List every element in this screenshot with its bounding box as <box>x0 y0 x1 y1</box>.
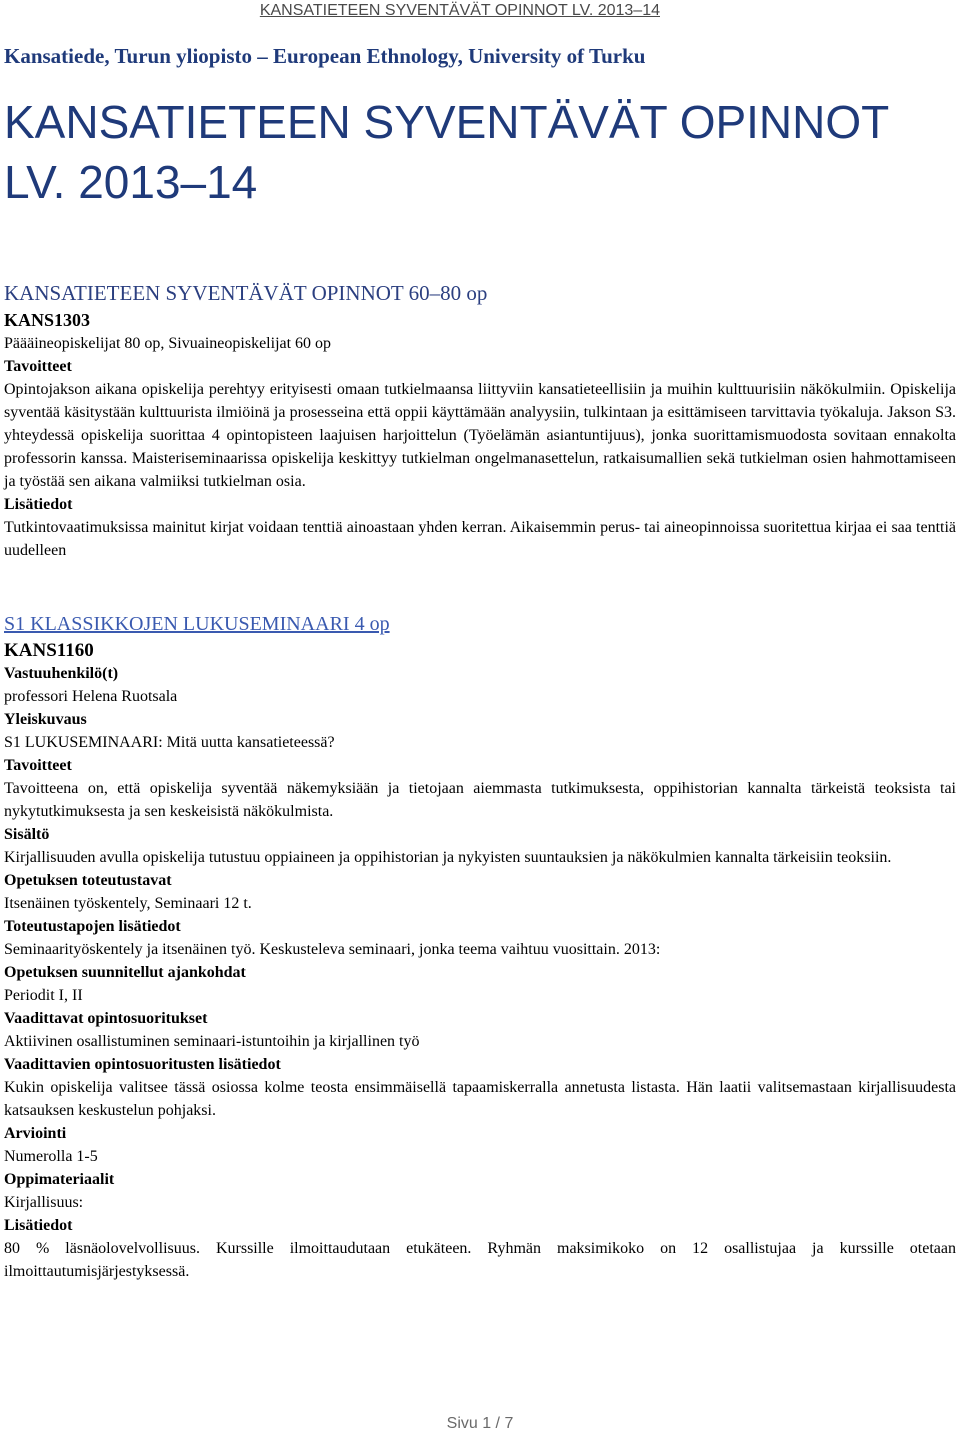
requirements-extra-paragraph: Kukin opiskelija valitsee tässä osiossa kolme teosta ensimmäisellä tapaamiskerralla annetusta listasta. Hän laatii valitsemastaan kirjallisuudesta katsauksen keskustelun pohjaksi. <box>4 1079 956 1119</box>
extra-info-paragraph: Tutkintovaatimuksissa mainitut kirjat voidaan tenttiä ainoastaan yhden kerran. Aikaisemmin perus- tai aineopinnoissa suoritettua kirjaa ei saa tenttiä uudelleen <box>4 519 956 559</box>
methods-extra-text: Seminaarityöskentely ja itsenäinen työ. Keskusteleva seminaari, jonka teema vaihtuu vuosittain. 2013: <box>4 941 661 958</box>
organization-line: Kansatiede, Turun yliopisto – European Ethnology, University of Turku <box>4 44 646 68</box>
methods-extra-heading: Toteutustapojen lisätiedot <box>4 918 181 935</box>
running-header: KANSATIETEEN SYVENTÄVÄT OPINNOT LV. 2013–14 <box>259 2 660 19</box>
content-heading: Sisältö <box>4 826 50 843</box>
content-paragraph: Kirjallisuuden avulla opiskelija tutustuu oppiaineen ja oppihistorian ja nykyisten suuntauksien ja näkökulmien kannalta tärkeisiin teoksiin. <box>4 849 892 866</box>
requirements-heading: Vaadittavat opintosuoritukset <box>4 1010 208 1027</box>
course-code: KANS1303 <box>4 310 91 330</box>
extra-info-heading: Lisätiedot <box>4 1217 73 1234</box>
overview-text: S1 LUKUSEMINAARI: Mitä uutta kansatieteessä? <box>4 734 335 751</box>
section-title-syventavat: KANSATIETEEN SYVENTÄVÄT OPINNOT 60–80 op <box>4 281 488 305</box>
timing-text: Periodit I, II <box>4 987 83 1004</box>
grading-text: Numerolla 1-5 <box>4 1148 98 1165</box>
extra-info-paragraph: 80 % läsnäolovelvollisuus. Kurssille ilmoittaudutaan etukäteen. Ryhmän maksimikoko on 12 osallistujaa ja kurssille otetaan ilmoittautumisjärjestyksessä. <box>4 1240 956 1280</box>
responsible-text: professori Helena Ruotsala <box>4 688 178 705</box>
goals-paragraph: Tavoitteena on, että opiskelija syventää näkemyksiään ja tietojaan aiemmasta tutkimuksesta, oppihistorian kannalta tärkeistä teoksista tai nykytutkimuksesta ja sen keskeisistä näkökulmista. <box>4 780 956 820</box>
course-code: KANS1160 <box>4 640 94 661</box>
document-body <box>4 280 956 1283</box>
requirements-extra-heading: Vaadittavien opintosuoritusten lisätiedot <box>4 1056 281 1073</box>
requirements-text: Aktiivinen osallistuminen seminaari-istuntoihin ja kirjallinen työ <box>4 1033 420 1050</box>
page-title: KANSATIETEEN SYVENTÄVÄT OPINNOT LV. 2013–14 <box>4 96 889 208</box>
overview-heading: Yleiskuvaus <box>4 711 87 728</box>
timing-heading: Opetuksen suunnitellut ajankohdat <box>4 964 246 981</box>
materials-heading: Oppimateriaalit <box>4 1171 115 1188</box>
goals-heading: Tavoitteet <box>4 757 72 774</box>
page-number: Sivu 1 / 7 <box>446 1415 514 1432</box>
section-spacer <box>4 562 956 611</box>
course-title-link[interactable]: S1 KLASSIKKOJEN LUKUSEMINAARI 4 op <box>4 613 390 635</box>
extra-info-heading: Lisätiedot <box>4 496 73 513</box>
materials-text: Kirjallisuus: <box>4 1194 84 1211</box>
methods-heading: Opetuksen toteutustavat <box>4 872 172 889</box>
credits-text: Päääineopiskelijat 80 op, Sivuaineopiskelijat 60 op <box>4 335 332 352</box>
grading-heading: Arviointi <box>4 1125 67 1142</box>
goals-paragraph: Opintojakson aikana opiskelija perehtyy erityisesti omaan tutkielmaansa liittyviin kansatieteellisiin ja muihin kulttuurisiin näkökulmiin. Opiskelija syventää käsitystään kulttuurista ilmiöinä ja prosesseina että oppii käyttämään analyysiin, tulkintaan ja esittämiseen tarvittavia työkaluja. Jakson S3. yhteydessä opiskelija suorittaa 4 opintopisteen laajuisen harjoittelun (Työelämän asiantuntijuus), jonka suorittamismuodosta sovitaan ennakolta professorin kanssa. Maisteriseminaarissa opiskelija keskittyy tutkielman ongelmanasettelun, ratkaisumallien sekä tutkielman osien hahmottamiseen ja työstää sen aikana valmiiksi tutkielman osia. <box>4 381 956 490</box>
goals-heading: Tavoitteet <box>4 358 72 375</box>
responsible-heading: Vastuuhenkilö(t) <box>4 665 119 682</box>
methods-text: Itsenäinen työskentely, Seminaari 12 t. <box>4 895 252 912</box>
